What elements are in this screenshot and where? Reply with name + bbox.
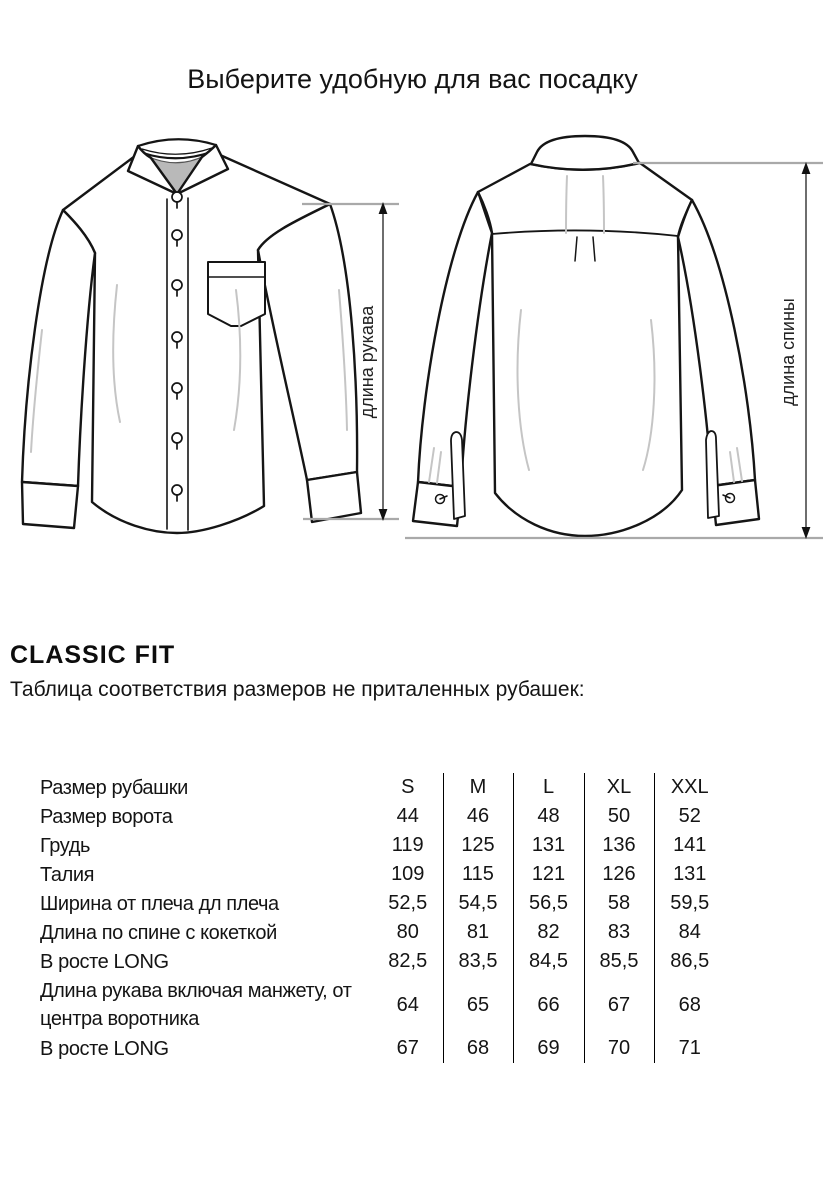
table-row bbox=[40, 889, 725, 918]
cell-value: 71 bbox=[654, 1034, 725, 1063]
table-row bbox=[40, 918, 725, 947]
size-m: M bbox=[443, 773, 513, 802]
cell-value: 84 bbox=[654, 918, 725, 947]
cell-value: 70 bbox=[584, 1034, 654, 1063]
table-caption: Таблица соответствия размеров не приталенных рубашек: bbox=[10, 678, 585, 701]
cell-value: 83,5 bbox=[443, 947, 513, 976]
table-row bbox=[40, 802, 725, 831]
size-table-header-row bbox=[40, 773, 725, 802]
row-label: Талия bbox=[40, 863, 95, 886]
cell-value: 56,5 bbox=[513, 889, 584, 918]
size-l: L bbox=[513, 773, 584, 802]
cell-value: 67 bbox=[396, 1037, 419, 1059]
row-label: Ширина от плеча дл плеча bbox=[40, 892, 279, 915]
shirt-figure bbox=[0, 130, 825, 545]
left-sleeve-placket bbox=[451, 432, 465, 519]
front-shirt-drawing bbox=[22, 139, 361, 533]
cell-value: 131 bbox=[654, 860, 725, 889]
row-label: Грудь bbox=[40, 834, 91, 857]
cell-value: 66 bbox=[513, 976, 584, 1034]
cell-value: 126 bbox=[584, 860, 654, 889]
table-row bbox=[40, 860, 725, 889]
cell-value: 109 bbox=[391, 863, 425, 885]
cell-value: 131 bbox=[513, 831, 584, 860]
cell-value: 119 bbox=[391, 834, 424, 856]
size-s: S bbox=[401, 776, 415, 798]
cell-value: 121 bbox=[513, 860, 584, 889]
front-right-cuff bbox=[307, 472, 361, 522]
cell-value: 68 bbox=[654, 976, 725, 1034]
cell-value: 52 bbox=[654, 802, 725, 831]
back-length-label: длина спины bbox=[778, 298, 798, 406]
size-table bbox=[40, 773, 725, 1063]
cell-value: 50 bbox=[584, 802, 654, 831]
cell-value: 67 bbox=[584, 976, 654, 1034]
cell-value: 48 bbox=[513, 802, 584, 831]
cell-value: 68 bbox=[443, 1034, 513, 1063]
cell-value: 54,5 bbox=[443, 889, 513, 918]
cell-value: 69 bbox=[513, 1034, 584, 1063]
cell-value: 115 bbox=[443, 860, 513, 889]
cell-value: 65 bbox=[443, 976, 513, 1034]
size-xxl: XXL bbox=[654, 773, 725, 802]
back-shirt-drawing bbox=[413, 136, 759, 536]
shirt-technical-drawing bbox=[0, 130, 825, 545]
cell-value: 136 bbox=[584, 831, 654, 860]
cell-value: 44 bbox=[396, 805, 419, 827]
row-label: Длина рукава включая манжету, от центра воротника bbox=[40, 980, 352, 1030]
sleeve-length-label: длина рукава bbox=[357, 305, 377, 419]
table-row bbox=[40, 1034, 725, 1063]
cell-value: 82 bbox=[513, 918, 584, 947]
page-title: Выберите удобную для вас посадку bbox=[187, 64, 638, 95]
right-sleeve-placket bbox=[706, 431, 719, 518]
cell-value: 141 bbox=[654, 831, 725, 860]
cell-value: 58 bbox=[584, 889, 654, 918]
table-row bbox=[40, 947, 725, 976]
cell-value: 46 bbox=[443, 802, 513, 831]
cell-value: 59,5 bbox=[654, 889, 725, 918]
cell-value: 82,5 bbox=[388, 950, 428, 972]
row-label: Размер ворота bbox=[40, 805, 173, 828]
cell-value: 64 bbox=[396, 993, 419, 1016]
cell-value: 84,5 bbox=[513, 947, 584, 976]
row-label: Длина по спине с кокеткой bbox=[40, 921, 277, 944]
table-row bbox=[40, 831, 725, 860]
front-left-cuff bbox=[22, 482, 78, 528]
row-label: В росте LONG bbox=[40, 950, 169, 973]
cell-value: 80 bbox=[396, 921, 419, 943]
cell-value: 83 bbox=[584, 918, 654, 947]
cell-value: 52,5 bbox=[388, 892, 428, 914]
table-row bbox=[40, 976, 725, 1034]
row-label: В росте LONG bbox=[40, 1037, 169, 1060]
size-xl: XL bbox=[584, 773, 654, 802]
cell-value: 86,5 bbox=[654, 947, 725, 976]
cell-value: 125 bbox=[443, 831, 513, 860]
fit-heading: CLASSIC FIT bbox=[10, 640, 176, 669]
cell-value: 85,5 bbox=[584, 947, 654, 976]
back-collar bbox=[531, 136, 639, 170]
cell-value: 81 bbox=[443, 918, 513, 947]
row-label: Размер рубашки bbox=[40, 776, 188, 799]
